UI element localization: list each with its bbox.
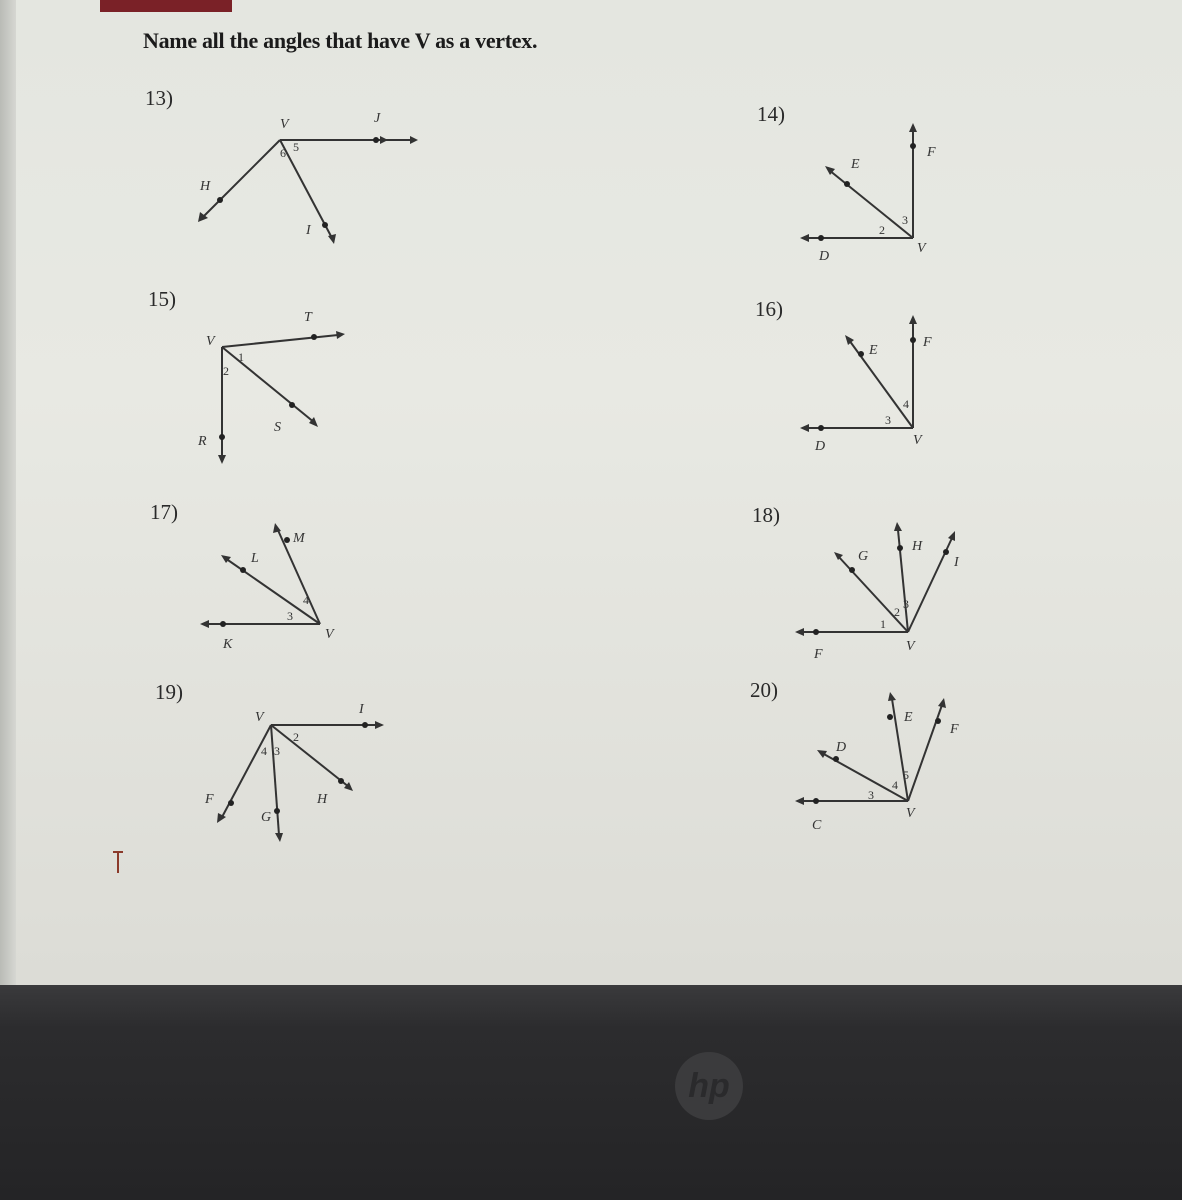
problem-19-number: 19) — [155, 680, 183, 704]
point-v: V — [280, 117, 289, 132]
angle-mark: 3 — [287, 609, 293, 623]
point-i: I — [954, 555, 959, 570]
problem-13-figure — [180, 100, 440, 260]
problem-14-number: 14) — [757, 102, 785, 126]
point-e: E — [869, 343, 878, 358]
problem-20-figure — [790, 685, 980, 845]
point-s: S — [274, 420, 281, 435]
problem-17-figure — [195, 518, 355, 658]
point-f: F — [927, 145, 936, 160]
point-h: H — [317, 792, 328, 807]
problem-17-number: 17) — [150, 500, 178, 524]
point-h: H — [912, 539, 923, 554]
angle-mark: 3 — [903, 597, 909, 611]
angle-mark: 2 — [894, 605, 900, 619]
point-d: D — [819, 249, 830, 264]
point-g: G — [858, 549, 869, 564]
point-e: E — [851, 157, 860, 172]
point-i: I — [306, 223, 311, 238]
point-g: G — [261, 810, 272, 825]
text-cursor — [113, 851, 123, 875]
point-e: E — [904, 710, 913, 725]
problem-15-figure — [190, 305, 360, 475]
angle-mark: 5 — [903, 768, 909, 782]
angle-mark: 2 — [223, 364, 229, 378]
angle-mark: 4 — [261, 744, 267, 758]
point-v: V — [206, 334, 215, 349]
point-v: V — [325, 627, 334, 642]
point-r: R — [198, 434, 207, 449]
angle-mark: 3 — [868, 788, 874, 802]
angle-mark: 3 — [274, 744, 280, 758]
problem-18-figure — [790, 518, 980, 668]
problem-20-number: 20) — [750, 678, 778, 702]
point-j: J — [374, 111, 381, 126]
angle-mark: 6 — [280, 146, 286, 160]
header-bar — [100, 0, 232, 12]
point-d: D — [836, 740, 847, 755]
point-l: L — [251, 551, 259, 566]
point-m: M — [293, 531, 305, 546]
point-f: F — [205, 792, 214, 807]
problem-16-number: 16) — [755, 297, 783, 321]
point-f: F — [950, 722, 959, 737]
angle-mark: 2 — [879, 223, 885, 237]
point-v: V — [906, 639, 915, 654]
angle-mark: 4 — [303, 593, 309, 607]
point-v: V — [255, 710, 264, 725]
monitor-bezel — [0, 985, 1182, 1200]
angle-mark: 4 — [903, 397, 909, 411]
problem-13-number: 13) — [145, 86, 173, 110]
angle-mark: 4 — [892, 778, 898, 792]
problem-14-figure — [795, 118, 965, 268]
point-v: V — [906, 806, 915, 821]
point-c: C — [812, 818, 822, 833]
angle-mark: 2 — [293, 730, 299, 744]
point-f: F — [923, 335, 932, 350]
problem-19-figure — [195, 695, 395, 845]
problem-16-figure — [795, 310, 965, 460]
hp-logo: hp — [675, 1052, 743, 1120]
angle-mark: 5 — [293, 140, 299, 154]
angle-mark: 1 — [238, 350, 244, 364]
angle-mark: 3 — [885, 413, 891, 427]
problem-15-number: 15) — [148, 287, 176, 311]
angle-mark: 1 — [880, 617, 886, 631]
point-h: H — [200, 179, 211, 194]
problem-18-number: 18) — [752, 503, 780, 527]
point-d: D — [815, 439, 826, 454]
angle-mark: 3 — [902, 213, 908, 227]
worksheet-heading: Name all the angles that have V as a vertex. — [143, 28, 538, 53]
point-f: F — [814, 647, 823, 662]
screen-edge — [0, 0, 16, 985]
point-t: T — [304, 310, 312, 325]
point-v: V — [917, 241, 926, 256]
point-i: I — [359, 702, 364, 717]
point-v: V — [913, 433, 922, 448]
point-k: K — [223, 637, 233, 652]
